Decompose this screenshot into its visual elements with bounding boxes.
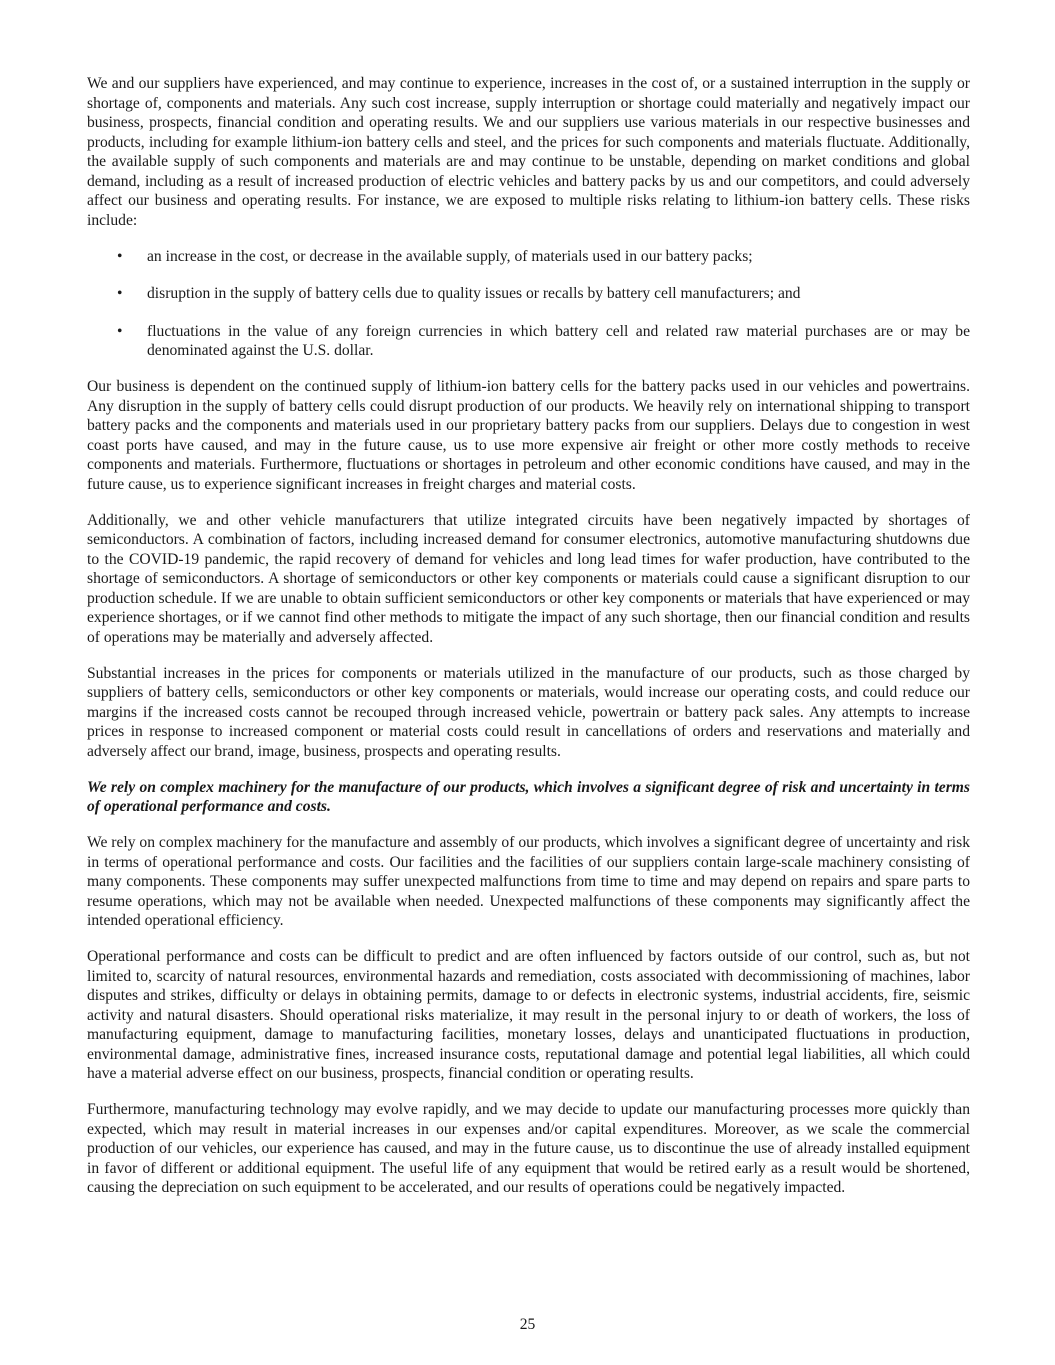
- list-item-text: an increase in the cost, or decrease in the available supply, of materials used in our battery packs;: [147, 247, 753, 265]
- paragraph-battery-dependency: Our business is dependent on the continued supply of lithium-ion battery cells for the battery packs used in our vehicles and powertrains. Any disruption in the supply of battery cells could disrupt production of our products. We heavily rely on international shipping to transport battery packs and the components and materials used in our proprietary battery packs from our suppliers. Delays due to congestion in west coast ports have caused, and may in the future cause, us to use more expensive air freight or other more costly methods to receive components and materials. Furthermore, fluctuations or shortages in petroleum and other economic conditions have caused, and may in the future cause, us to experience significant increases in freight charges and material costs.: [87, 378, 970, 493]
- section-heading: We rely on complex machinery for the manufacture of our products, which involves a significant degree of risk and uncertainty in terms of operational performance and costs.: [87, 778, 970, 815]
- paragraph-price-increases: Substantial increases in the prices for components or materials utilized in the manufacture of our products, such as those charged by suppliers of battery cells, semiconductors or other key components or materials, would increase our operating costs, and could reduce our margins if the increased costs cannot be recouped through increased vehicle, powertrain or battery pack sales. Any attempts to increase prices in response to increased component or material costs could result in cancellations of orders and reservations and materially and adversely affect our brand, image, business, prospects and operating results.: [87, 664, 970, 760]
- bullet-icon: •: [117, 247, 123, 265]
- paragraph-manufacturing-technology: Furthermore, manufacturing technology may evolve rapidly, and we may decide to update our manufacturing processes more quickly than expected, which may result in material increases in our expenses and/or capital expenditures. Moreover, as we scale the commercial production of our vehicles, our experience has caused, and may in the future cause, us to discontinue the use of already installed equipment in favor of different or additional equipment. The useful life of any equipment that would be retired early as a result would be shortened, causing the depreciation on such equipment to be accelerated, and our results of operations could be negatively impacted.: [87, 1101, 970, 1196]
- paragraph-complex-machinery: We rely on complex machinery for the manufacture and assembly of our products, which involves a significant degree of uncertainty and risk in terms of operational performance and costs. Our facilities and the facilities of our suppliers contain large-scale machinery consisting of many components. These components may suffer unexpected malfunctions from time to time and may depend on repairs and spare parts to resume operations, which may not be available when needed. Unexpected malfunctions of these components may significantly affect the intended operational efficiency.: [87, 834, 970, 929]
- paragraph-semiconductors: Additionally, we and other vehicle manufacturers that utilize integrated circuits have been negatively impacted by shortages of semiconductors. A combination of factors, including increased demand for consumer electronics, automotive manufacturing shutdowns due to the COVID-19 pandemic, the rapid recovery of demand for vehicles and long lead times for wafer production, have contributed to the shortage of semiconductors. A shortage of semiconductors or other key components or materials could cause a significant disruption to our production schedule. If we are unable to obtain sufficient semiconductors or other key components or materials that have experienced or may experience shortages, or if we cannot find other methods to mitigate the impact of any such shortage, then our financial condition and results of operations may be materially and adversely affected.: [87, 511, 970, 646]
- battery-risk-list: [87, 247, 970, 361]
- list-item-text: fluctuations in the value of any foreign currencies in which battery cell and related raw material purchases are or may be denominated against the U.S. dollar.: [147, 322, 970, 359]
- bullet-icon: •: [117, 285, 123, 302]
- bullet-icon: •: [117, 322, 123, 340]
- list-item: [87, 284, 970, 304]
- document-page: [87, 74, 970, 1214]
- list-item-text: disruption in the supply of battery cells due to quality issues or recalls by battery cell manufacturers; and: [147, 285, 801, 302]
- list-item: [87, 322, 970, 361]
- paragraph-operational-performance: Operational performance and costs can be difficult to predict and are often influenced by factors outside of our control, such as, but not limited to, scarcity of natural resources, environmental hazards and remediation, costs associated with decommissioning of machines, labor disputes and strikes, difficulty or delays in obtaining permits, damage to or defects in electronic systems, industrial accidents, fire, seismic activity and natural disasters. Should operational risks materialize, it may result in the personal injury to or death of workers, the loss of manufacturing equipment, damage to manufacturing facilities, monetary losses, delays and unanticipated fluctuations in production, environmental damage, administrative fines, increased insurance costs, reputational damage and potential legal liabilities, all which could have a material adverse effect on our business, prospects, financial condition or operating results.: [87, 948, 970, 1082]
- list-item: [87, 247, 970, 267]
- page-number: 25: [519, 1316, 536, 1333]
- paragraph-supply-costs: We and our suppliers have experienced, and may continue to experience, increases in the cost of, or a sustained interruption in the supply or shortage of, components and materials. Any such cost increase, supply interruption or shortage could materially and negatively impact our business, prospects, financial condition and operating results. We and our suppliers use various materials in our respective businesses and products, including for example lithium-ion battery cells and steel, and the prices for such components and materials fluctuate. Additionally, the available supply of such components and materials are and may continue to be unstable, depending on market conditions and global demand, including as a result of increased production of electric vehicles and battery packs by us and our competitors, and could adversely affect our business and operating results. For instance, we are exposed to multiple risks relating to lithium-ion battery cells. These risks include:: [87, 75, 970, 229]
